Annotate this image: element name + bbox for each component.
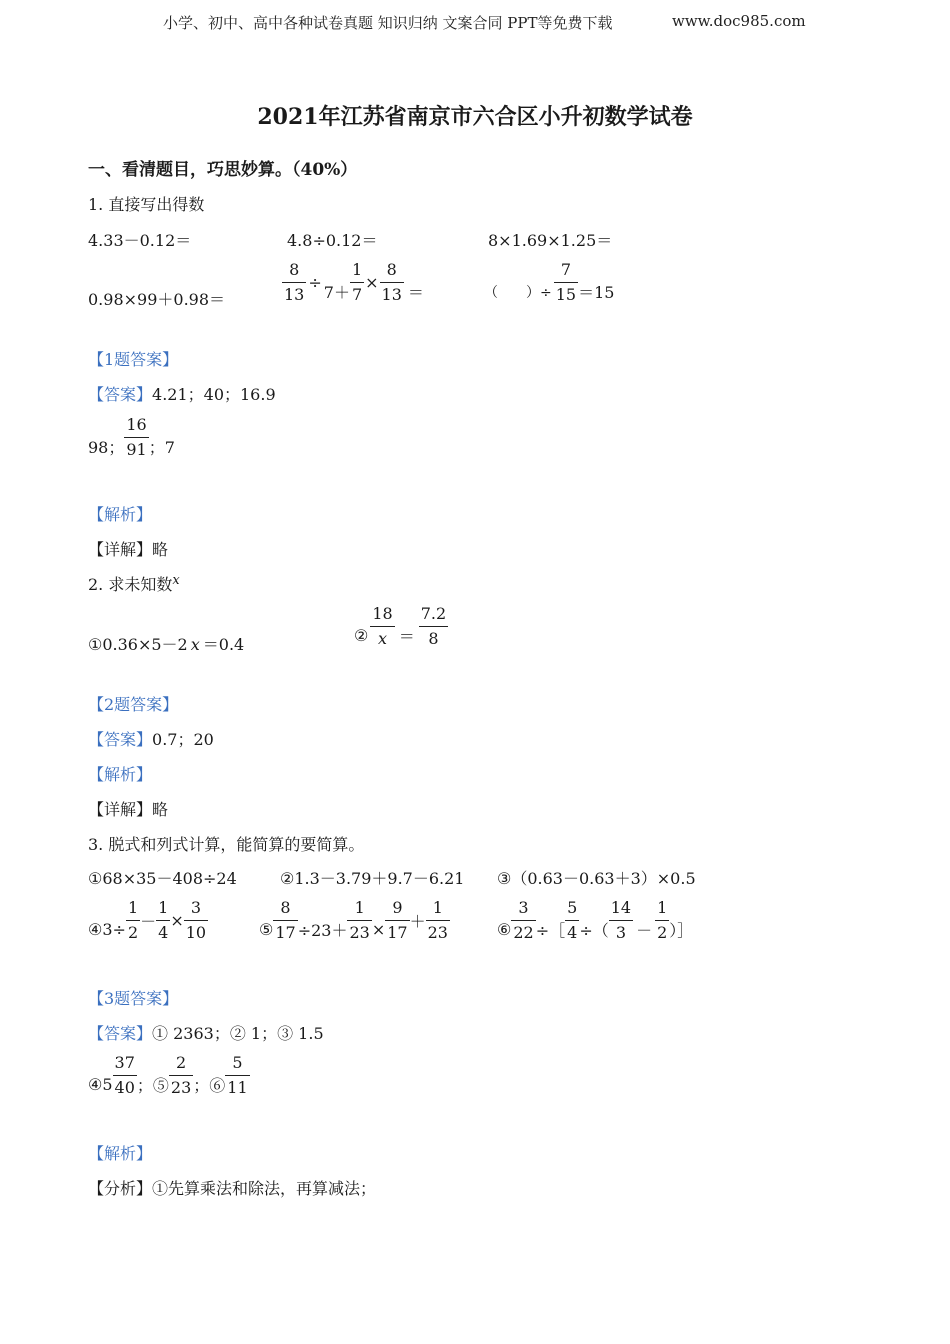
q2-detail: 【详解】略 <box>88 800 169 819</box>
q1-answer-line2: 98； $\frac{16}{91}$ ；7 <box>88 415 175 459</box>
header-link[interactable]: www.doc985.com <box>672 12 806 30</box>
q3-answer-line2: ④5 $\frac{37}{40}$ ；⑤ $\frac{2}{23}$ ；⑥ $\frac{5}{11}$ <box>88 1053 248 1097</box>
page-title: 2021年江苏省南京市六合区小升初数学试卷 <box>257 104 693 130</box>
q3-answer-line1: 【答案】① 2363；② 1；③ 1.5 <box>88 1024 324 1043</box>
q2-analysis-heading: 【解析】 <box>88 765 153 784</box>
q2-stem: 2. 求未知数$^x$ <box>88 573 180 594</box>
q1-item-d: 0.98×99＋0.98＝ <box>88 290 226 309</box>
q3-analysis-heading: 【解析】 <box>88 1144 153 1163</box>
q3-analysis: 【分析】①先算乘法和除法，再算减法； <box>88 1179 377 1198</box>
q3-item-c: ③（0.63－0.63＋3）×0.5 <box>497 869 696 888</box>
section-heading: 一、看清题目，巧思妙算。（40%） <box>88 160 358 180</box>
q1-item-e: $\frac{8}{13}$ ÷ 7＋ $\frac{1}{7}$ × $\frac{8}{13}$ ＝ <box>284 260 424 304</box>
q1-stem: 1. 直接写出得数 <box>88 195 205 214</box>
q1-detail: 【详解】略 <box>88 540 169 559</box>
q3-item-a: ①68×35－408÷24 <box>88 869 237 888</box>
q2-answer: 【答案】0.7；20 <box>88 730 214 749</box>
q1-answer-line1: 【答案】4.21；40；16.9 <box>88 385 276 404</box>
q3-item-e: ⑤ $\frac{8}{17}$ ÷23＋ $\frac{1}{23}$ × $\frac{9}{17}$ ＋ $\frac{1}{23}$ <box>259 898 448 942</box>
q1-answer-heading: 【1题答案】 <box>88 350 179 369</box>
q1-item-f: （ ）÷ $\frac{7}{15}$ ＝15 <box>484 260 615 304</box>
q3-item-d: ④3÷ $\frac{1}{2}$ － $\frac{1}{4}$ × $\frac{3}{10}$ <box>88 898 207 942</box>
q2-item-b: ② $\frac{18}{x}$ ＝ $\frac{7.2}{8}$ <box>354 604 447 648</box>
q3-stem: 3. 脱式和列式计算，能简算的要简算。 <box>88 835 365 854</box>
q3-item-b: ②1.3－3.79＋9.7－6.21 <box>280 869 465 888</box>
q3-answer-heading: 【3题答案】 <box>88 989 179 1008</box>
q2-item-a: ①0.36×5－2 x ＝0.4 <box>88 635 245 654</box>
q1-item-b: 4.8÷0.12＝ <box>287 231 378 250</box>
q2-answer-heading: 【2题答案】 <box>88 695 179 714</box>
q3-item-f: ⑥ $\frac{3}{22}$ ÷［ $\frac{5}{4}$ ÷（ $\frac{14}{3}$ － $\frac{1}{2}$ ）］ <box>497 898 694 942</box>
q1-item-c: 8×1.69×1.25＝ <box>488 231 613 250</box>
q1-analysis-heading: 【解析】 <box>88 505 153 524</box>
header-text: 小学、初中、高中各种试卷真题 知识归纳 文案合同 PPT等免费下载 <box>163 14 613 32</box>
q1-item-a: 4.33－0.12＝ <box>88 231 192 250</box>
